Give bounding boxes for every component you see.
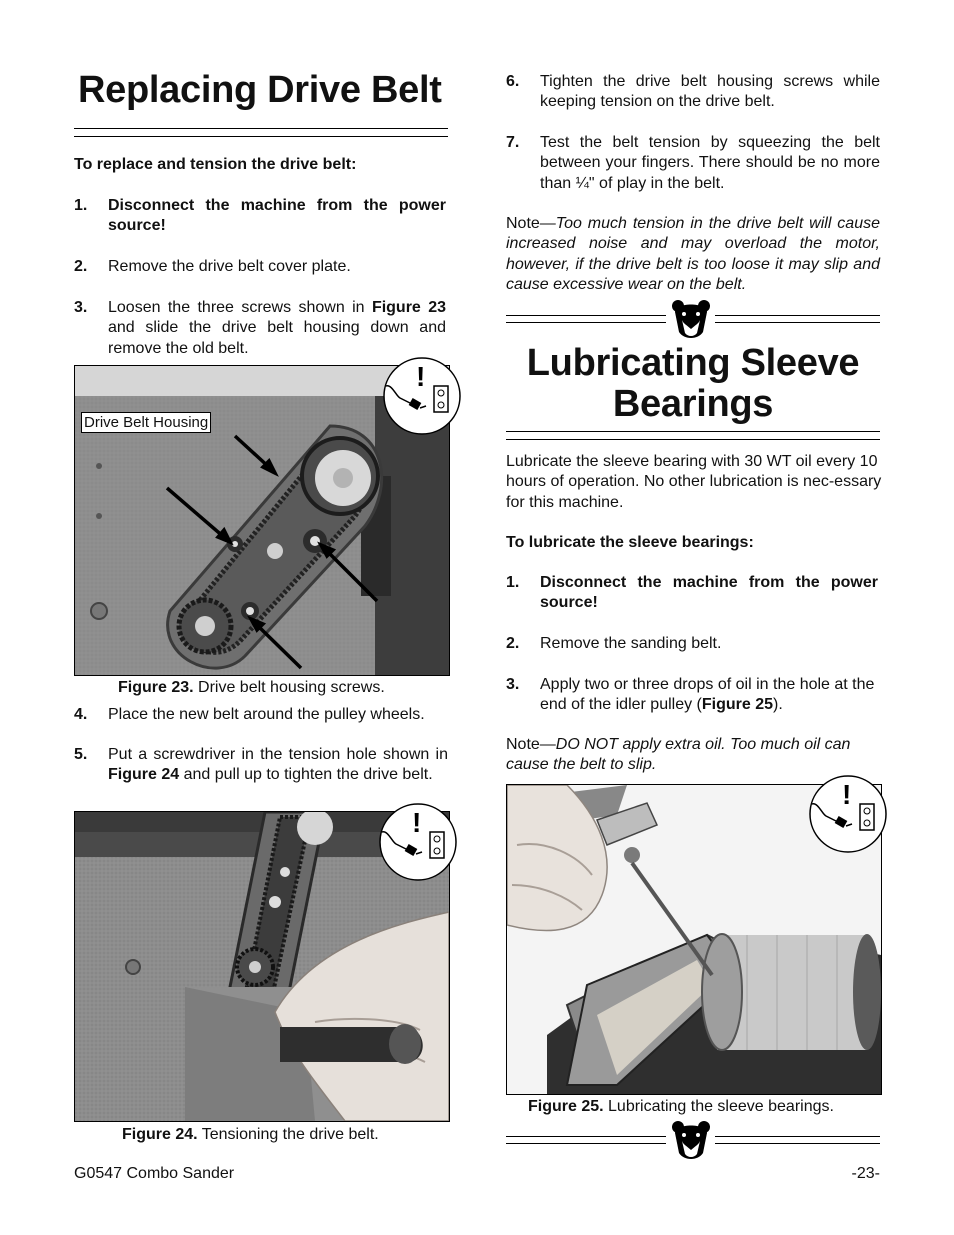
unplug-warning-icon (808, 774, 888, 854)
step-number: 7. (506, 134, 520, 151)
step-text-a: Loosen the three screws shown in (108, 299, 372, 316)
step-text-a: Put a screwdriver in the tension hole shown in (108, 746, 448, 763)
figure-reference: Figure 25 (701, 696, 774, 714)
svg-text:!: ! (416, 361, 426, 392)
figure-reference: Figure 24 (108, 766, 180, 784)
note-belt-tension (506, 214, 880, 296)
step-text: Place the new belt around the pulley wheels. (108, 706, 425, 723)
step-text (108, 298, 446, 359)
step-number: 3. (506, 676, 520, 693)
footer-page-number: -23- (851, 1165, 880, 1182)
divider-rule-top (715, 315, 880, 316)
note-text: Too much tension in the drive belt will cause increased noise and may overload the motor, however, if the drive belt is too loose it may slip and cause excessive wear on the belt. (506, 215, 880, 294)
page-title-replacing-drive-belt: Replacing Drive Belt (78, 69, 442, 111)
footer-model-name: G0547 Combo Sander (74, 1165, 235, 1182)
figure-24-caption (122, 1125, 379, 1145)
caption-label: Figure 23. (118, 679, 194, 696)
note-extra-oil (506, 735, 882, 776)
caption-text: Lubricating the sleeve bearings. (603, 1098, 834, 1115)
step-number: 4. (74, 706, 88, 723)
note-prefix: Note— (506, 215, 556, 232)
step-text: Tighten the drive belt housing screws while keeping tension on the drive belt. (540, 73, 880, 111)
page-title-lubricating-sleeve-bearings (506, 343, 880, 425)
title-line-2: Bearings (612, 383, 774, 425)
unplug-warning-icon (382, 356, 462, 436)
lubrication-paragraph: Lubricate the sleeve bearing with 30 WT oil every 10 hours of operation. No other lubrication is nec-essary for this machine. (506, 453, 882, 511)
step-number: 1. (506, 574, 520, 591)
divider-rule-bottom (715, 322, 880, 323)
step-text: Disconnect the machine from the power source! (540, 574, 878, 612)
svg-text:!: ! (412, 807, 422, 838)
step-text-b: ). (773, 696, 783, 714)
divider-rule-bottom (715, 1143, 880, 1144)
step-text: Disconnect the machine from the power source! (108, 197, 446, 235)
step-number: 2. (506, 635, 520, 652)
caption-label: Figure 24. (122, 1126, 198, 1143)
drive-belt-housing-label: Drive Belt Housing (81, 412, 211, 433)
bear-logo-icon (670, 1119, 712, 1161)
caption-label: Figure 25. (528, 1098, 604, 1115)
step-text-b: and pull up to tighten the drive belt. (179, 766, 433, 784)
step-text: Remove the sanding belt. (540, 635, 722, 652)
section-heading: To replace and tension the drive belt: (74, 156, 357, 173)
title-rule-top (506, 431, 880, 432)
figure-25-caption (528, 1097, 834, 1117)
divider-rule-bottom (506, 322, 666, 323)
divider-rule-top (506, 1136, 666, 1137)
section-heading: To lubricate the sleeve bearings: (506, 534, 754, 551)
figure-reference: Figure 23 (371, 299, 446, 316)
divider-rule-top (506, 315, 666, 316)
note-text: DO NOT apply extra oil. Too much oil can cause the belt to slip. (506, 736, 851, 774)
divider-rule-bottom (506, 1143, 666, 1144)
step-text-b: and slide the drive belt housing down and remove the old belt. (108, 319, 446, 357)
unplug-warning-icon (378, 802, 458, 882)
figure-23-caption (118, 678, 385, 698)
title-rule-top (74, 128, 448, 129)
note-prefix: Note— (506, 736, 556, 753)
title-rule-bottom (506, 439, 880, 440)
step-number: 2. (74, 258, 88, 275)
title-line-1: Lubricating Sleeve (526, 342, 860, 384)
step-number: 6. (506, 73, 520, 90)
step-text (108, 745, 448, 786)
bear-logo-icon (670, 298, 712, 340)
svg-text:!: ! (842, 779, 852, 810)
step-text: Test the belt tension by squeezing the belt between your fingers. There should be no more than ¼" of play in the belt. (540, 134, 880, 192)
divider-rule-top (715, 1136, 880, 1137)
step-text (540, 675, 880, 716)
step-number: 5. (74, 746, 88, 763)
step-number: 1. (74, 197, 88, 214)
step-number: 3. (74, 299, 88, 316)
caption-text: Tensioning the drive belt. (197, 1126, 379, 1143)
caption-text: Drive belt housing screws. (193, 679, 385, 696)
step-text-a: Apply two or three drops of oil in the hole at the end of the idler pulley ( (540, 676, 875, 714)
step-text: Remove the drive belt cover plate. (108, 258, 351, 275)
title-rule-bottom (74, 136, 448, 137)
